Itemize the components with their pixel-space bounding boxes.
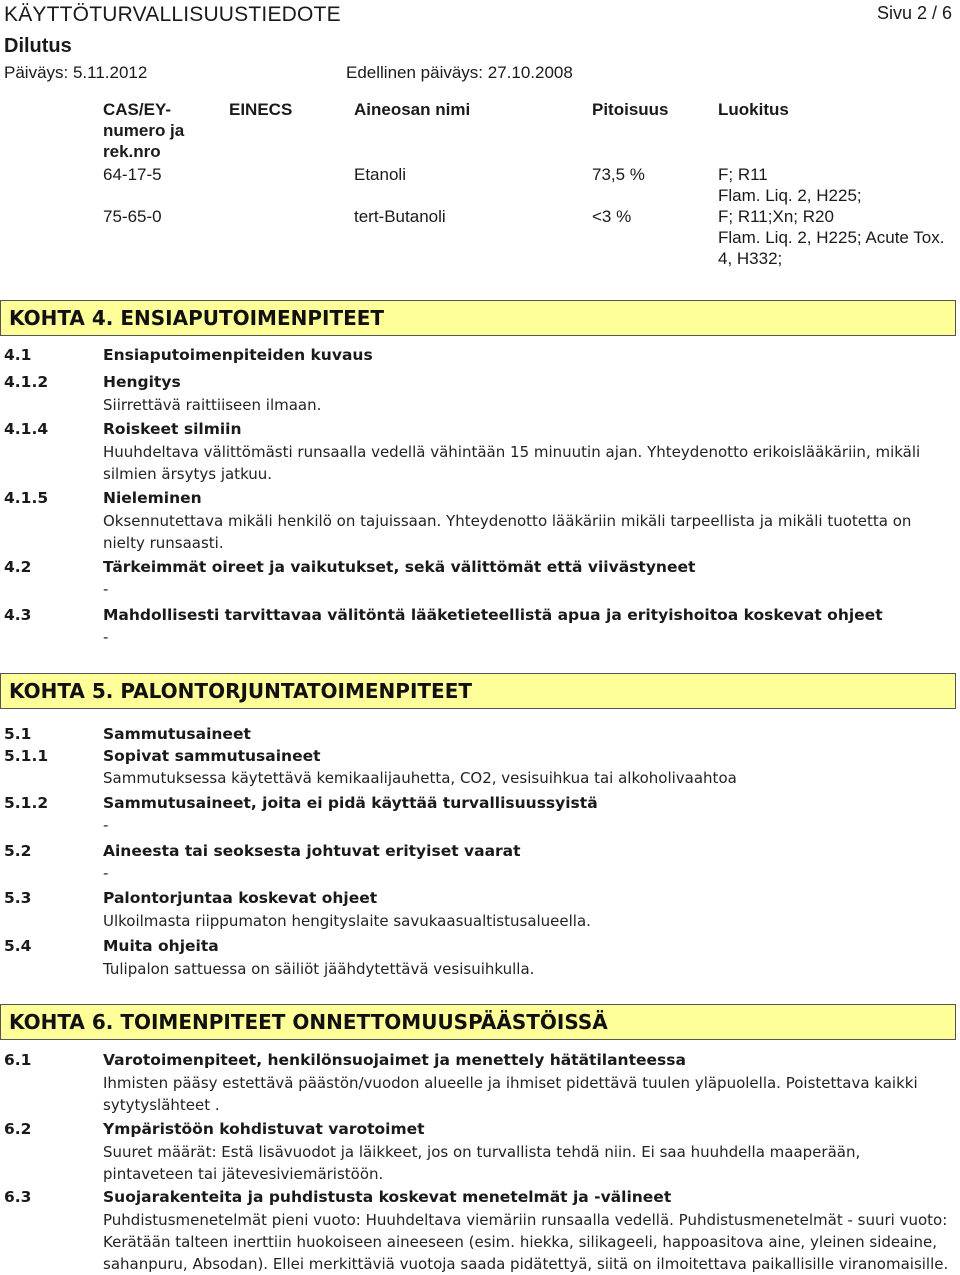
table-row-1-content: 73,5 % bbox=[592, 165, 645, 184]
section-text: Tulipalon sattuessa on säiliöt jäähdytettävä vesisuihkulla. bbox=[103, 960, 535, 978]
section-heading: Muita ohjeita bbox=[103, 937, 219, 955]
section-text: Oksennutettava mikäli henkilö on tajuissaan. Yhteydenotto lääkäriin mikäli tarpeellista ja mikäli tuotetta on nielty runsaasti. bbox=[103, 512, 912, 552]
section-number: 6.3 bbox=[4, 1188, 32, 1206]
section-heading: Palontorjuntaa koskevat ohjeet bbox=[103, 889, 378, 907]
section-heading: Hengitys bbox=[103, 373, 181, 391]
section-text: Siirrettävä raittiiseen ilmaan. bbox=[103, 396, 322, 414]
section-number: 4.2 bbox=[4, 558, 32, 576]
table-row-2-cas: 75-65-0 bbox=[103, 207, 162, 226]
section-text: Ihmisten pääsy estettävä päästön/vuodon alueelle ja ihmiset pidettävä tuulen yläpuolella. Poistettava kaikki sytytyslähteet . bbox=[103, 1074, 918, 1114]
section-text: Suuret määrät: Estä lisävuodot ja läikkeet, jos on turvallista tehdä niin. Ei saa huuhdella maaperään, pintaveteen tai jätevesiviemäristöön. bbox=[103, 1143, 861, 1183]
section-number: 4.1 bbox=[4, 346, 32, 364]
section-heading: Nieleminen bbox=[103, 489, 202, 507]
section-4-title: KOHTA 4. ENSIAPUTOIMENPITEET bbox=[0, 300, 956, 336]
previous-date: Edellinen päiväys: 27.10.2008 bbox=[346, 63, 573, 82]
section-heading: Sammutusaineet, joita ei pidä käyttää turvallisuussyistä bbox=[103, 794, 598, 812]
section-heading: Roiskeet silmiin bbox=[103, 420, 242, 438]
section-heading: Sammutusaineet bbox=[103, 725, 251, 743]
section-text: - bbox=[103, 816, 109, 834]
section-heading: Varotoimenpiteet, henkilönsuojaimet ja menettely hätätilanteessa bbox=[103, 1051, 686, 1069]
col-header-content: Pitoisuus bbox=[592, 100, 669, 119]
table-row-1-cas: 64-17-5 bbox=[103, 165, 162, 184]
section-text: - bbox=[103, 580, 109, 598]
section-number: 5.1 bbox=[4, 725, 32, 743]
section-heading: Suojarakenteita ja puhdistusta koskevat menetelmät ja -välineet bbox=[103, 1188, 672, 1206]
section-number: 4.3 bbox=[4, 606, 32, 624]
col-header-name: Aineosan nimi bbox=[354, 100, 471, 119]
section-number: 5.4 bbox=[4, 937, 32, 955]
section-text: - bbox=[103, 864, 109, 882]
section-number: 5.1.2 bbox=[4, 794, 49, 812]
section-text: - bbox=[103, 628, 109, 646]
table-row-2-content: <3 % bbox=[592, 207, 632, 226]
section-heading: Tärkeimmät oireet ja vaikutukset, sekä välittömät että viivästyneet bbox=[103, 558, 696, 576]
section-text: Ulkoilmasta riippumaton hengityslaite savukaasualtistusalueella. bbox=[103, 912, 591, 930]
section-number: 5.2 bbox=[4, 842, 32, 860]
section-text: Puhdistusmenetelmät pieni vuoto: Huuhdeltava viemäriin runsaalla vedellä. Puhdistusmenetelmät - suuri vuoto: Kerätään talteen inerttiin huokoiseen aineeseen (esim. hiekka, silikageeli, happoasitova aine, yleinen sideaine, sahanpuru, Absodan). Ellei merkittäviä vuotoja saada pidätettyä, siitä on ilmoitettava paikallisille viranomaisille. bbox=[103, 1211, 949, 1273]
section-text: Huuhdeltava välittömästi runsaalla vedellä vähintään 15 minuutin ajan. Yhteydenotto erikoislääkäriin, mikäli silmien ärsytys jatkuu. bbox=[103, 443, 921, 483]
section-number: 4.1.2 bbox=[4, 373, 49, 391]
section-text: Sammutuksessa käytettävä kemikaalijauhetta, CO2, vesisuihkua tai alkoholivaahtoa bbox=[103, 769, 737, 787]
section-heading: Ensiaputoimenpiteiden kuvaus bbox=[103, 346, 373, 364]
section-number: 6.1 bbox=[4, 1051, 32, 1069]
section-heading: Mahdollisesti tarvittavaa välitöntä lääketieteellistä apua ja erityishoitoa koskevat ohjeet bbox=[103, 606, 883, 624]
table-row-2-class: F; R11;Xn; R20 Flam. Liq. 2, H225; Acute Tox. 4, H332; bbox=[718, 207, 945, 268]
section-heading: Aineesta tai seoksesta johtuvat erityiset vaarat bbox=[103, 842, 521, 860]
col-header-class: Luokitus bbox=[718, 100, 789, 119]
section-6-title: KOHTA 6. TOIMENPITEET ONNETTOMUUSPÄÄSTÖISSÄ bbox=[0, 1004, 956, 1040]
page-number: Sivu 2 / 6 bbox=[876, 3, 952, 23]
table-row-2-name: tert-Butanoli bbox=[354, 207, 446, 226]
section-number: 4.1.5 bbox=[4, 489, 49, 507]
document-title: KÄYTTÖTURVALLISUUSTIEDOTE bbox=[4, 3, 341, 26]
section-number: 5.1.1 bbox=[4, 747, 49, 765]
table-row-1-class: F; R11 Flam. Liq. 2, H225; bbox=[718, 165, 862, 205]
issue-date: Päiväys: 5.11.2012 bbox=[4, 63, 148, 82]
section-5-title: KOHTA 5. PALONTORJUNTATOIMENPITEET bbox=[0, 673, 956, 709]
section-number: 5.3 bbox=[4, 889, 32, 907]
section-heading: Sopivat sammutusaineet bbox=[103, 747, 321, 765]
section-number: 6.2 bbox=[4, 1120, 32, 1138]
col-header-einecs: EINECS bbox=[229, 100, 293, 119]
col-header-cas: CAS/EY- numero ja rek.nro bbox=[103, 100, 185, 161]
section-number: 4.1.4 bbox=[4, 420, 49, 438]
product-name: Dilutus bbox=[4, 35, 72, 57]
section-heading: Ympäristöön kohdistuvat varotoimet bbox=[103, 1120, 425, 1138]
table-row-1-name: Etanoli bbox=[354, 165, 406, 184]
